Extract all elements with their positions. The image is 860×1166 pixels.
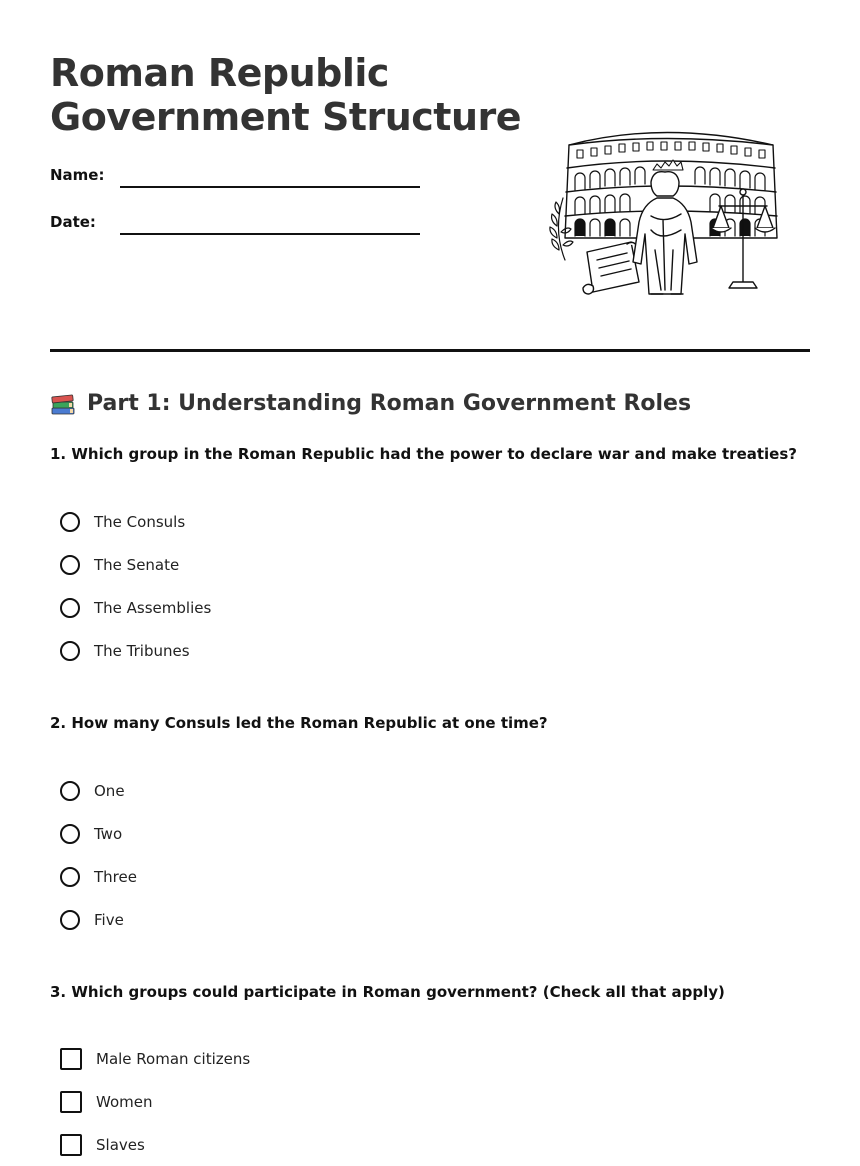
radio-button[interactable] bbox=[60, 781, 80, 801]
option-the-tribunes[interactable] bbox=[60, 629, 211, 672]
roman-colosseum-illustration bbox=[547, 120, 782, 302]
radio-button[interactable] bbox=[60, 641, 80, 661]
name-field bbox=[50, 166, 420, 196]
option-one[interactable] bbox=[60, 769, 137, 812]
title-line-2: Government Structure bbox=[50, 95, 522, 139]
option-women[interactable] bbox=[60, 1080, 250, 1123]
option-label: The Senate bbox=[94, 555, 180, 574]
radio-button[interactable] bbox=[60, 867, 80, 887]
option-label: Male Roman citizens bbox=[96, 1049, 251, 1068]
name-input-line[interactable] bbox=[120, 186, 420, 188]
option-label: One bbox=[94, 781, 125, 800]
question-1-text: 1. Which group in the Roman Republic had the power to declare war and make treaties? bbox=[50, 445, 797, 463]
worksheet-title bbox=[50, 51, 550, 139]
question-2 bbox=[50, 713, 810, 929]
radio-button[interactable] bbox=[60, 598, 80, 618]
checkbox[interactable] bbox=[60, 1048, 82, 1070]
date-label: Date: bbox=[50, 213, 96, 231]
option-male-roman-citizens[interactable] bbox=[60, 1037, 250, 1080]
radio-button[interactable] bbox=[60, 555, 80, 575]
question-2-text: 2. How many Consuls led the Roman Republic at one time? bbox=[50, 714, 548, 732]
checkbox[interactable] bbox=[60, 1091, 82, 1113]
radio-button[interactable] bbox=[60, 824, 80, 844]
option-the-senate[interactable] bbox=[60, 543, 211, 586]
option-label: Three bbox=[94, 867, 137, 886]
date-field bbox=[50, 213, 420, 243]
scroll bbox=[583, 242, 639, 294]
title-line-1: Roman Republic bbox=[50, 51, 389, 95]
option-slaves[interactable] bbox=[60, 1123, 250, 1166]
name-label: Name: bbox=[50, 166, 105, 184]
option-label: Slaves bbox=[96, 1135, 145, 1154]
option-label: Five bbox=[94, 910, 124, 929]
checkbox[interactable] bbox=[60, 1134, 82, 1156]
option-two[interactable] bbox=[60, 812, 137, 855]
question-3 bbox=[50, 982, 810, 1154]
section-divider bbox=[50, 349, 810, 352]
question-3-options bbox=[60, 1037, 250, 1166]
option-label: The Assemblies bbox=[94, 598, 212, 617]
option-the-consuls[interactable] bbox=[60, 500, 211, 543]
part1-heading-text: Part 1: Understanding Roman Government Roles bbox=[87, 391, 692, 416]
part1-heading bbox=[50, 389, 691, 419]
option-label: Two bbox=[94, 824, 123, 843]
option-three[interactable] bbox=[60, 855, 137, 898]
date-input-line[interactable] bbox=[120, 233, 420, 235]
question-3-text: 3. Which groups could participate in Roman government? (Check all that apply) bbox=[50, 983, 725, 1001]
option-label: The Consuls bbox=[94, 512, 186, 531]
books-icon bbox=[50, 391, 76, 417]
question-2-options bbox=[60, 769, 137, 941]
option-label: The Tribunes bbox=[94, 641, 190, 660]
option-five[interactable] bbox=[60, 898, 137, 941]
question-1 bbox=[50, 444, 810, 660]
question-1-options bbox=[60, 500, 211, 672]
radio-button[interactable] bbox=[60, 910, 80, 930]
option-the-assemblies[interactable] bbox=[60, 586, 211, 629]
radio-button[interactable] bbox=[60, 512, 80, 532]
option-label: Women bbox=[96, 1092, 153, 1111]
